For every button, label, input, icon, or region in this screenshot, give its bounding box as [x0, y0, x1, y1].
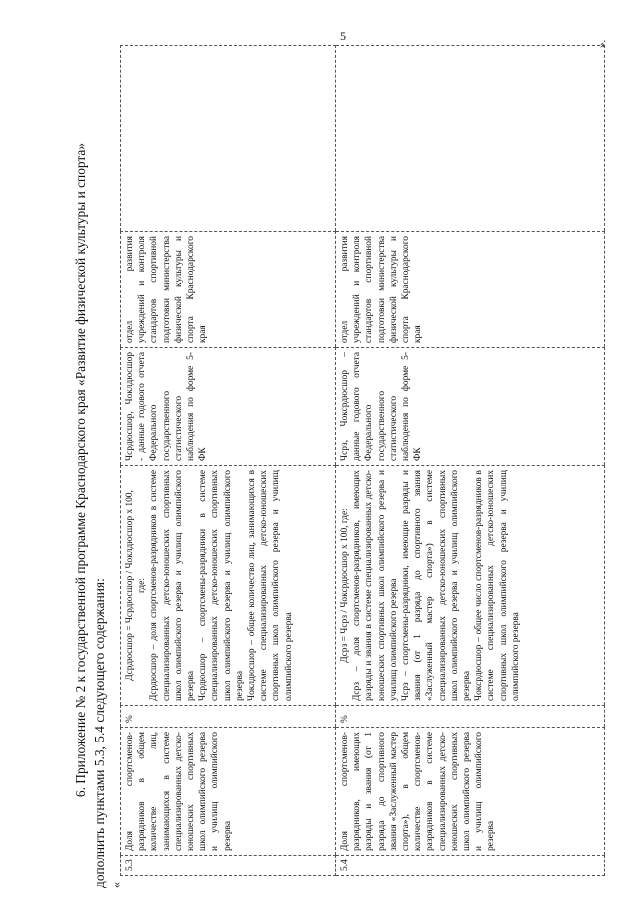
table-row: [121, 46, 336, 876]
definition: Чоксрдюсшор – общее число спортсменов-разрядников в системе специализированных детско-юношеских спортивных школ олимпийского резерва и училищ олимпийского резерва: [474, 470, 521, 701]
definition: Дсрз – доля спортсменов-разрядников, имеющих разряды и звания в системе специализированных детско-юношеских спортивных школ олимпийского резерва и училищ олимпийского резерва: [352, 470, 399, 701]
empty-cell: [336, 46, 605, 232]
empty-cell: [121, 46, 336, 232]
amendment-subheading: дополнить пунктами 5.3, 5.4 следующего содержания:: [92, 578, 107, 888]
responsible-department: отдел развития учреждений и контроля стандартов спортивной подготовки министерства физической культуры и спорта Краснодарского края: [121, 232, 336, 348]
closing-quote-mark: ».: [596, 39, 608, 48]
indicator-name: Доля спортсменов-разрядников, имеющих разряды и звания (от 1 разряда до спортивного звания «Заслуженный мастер спорта»), в общем количестве спортсменов-разрядников в системе специализированных детско-юношеских спортивных школ олимпийского резерва и училищ олимпийского резерва: [336, 728, 605, 856]
data-source: Чсрз, Чоксрдюсшор – данные годового отчета Федерального государственного статистического наблюдения по форме 5-ФК: [336, 348, 605, 466]
row-number: 5.4: [336, 856, 605, 876]
table-row: [336, 46, 605, 876]
page-number: 5: [340, 29, 346, 43]
amendment-heading: 6. Приложение № 2 к государственной программе Краснодарского края «Развитие физической культуры и спорта»: [73, 142, 88, 798]
indicator-table: [120, 45, 605, 876]
formula-where: где:: [137, 578, 148, 593]
calculation-method: [336, 466, 605, 706]
definition: Чоклдюсшор – общее количество лиц, занимающихся в системе специализированных детско-юношеских спортивных школ олимпийского резерва и училищ олимпийского резерва: [247, 470, 294, 701]
data-source: Чсрдюсшор, Чоклдюсшор - данные годового отчета Федерального государственного статистического наблюдения по форме 5-ФК: [121, 348, 336, 466]
responsible-department: отдел развития учреждений и контроля стандартов спортивной подготовки министерства физической культуры и спорта Краснодарского края: [336, 232, 605, 348]
definition: Дсрдюсшор – доля спортсменов-разрядников в системе специализированных детско-юношеских спортивных школ олимпийского резерва и училищ олимпийского резерва: [149, 470, 197, 701]
opening-quote-mark: «: [109, 882, 123, 888]
formula: Дсрдюсшор = Чсрдюсшор / Чоклдюсшор х 100,: [125, 490, 135, 681]
calculation-method: [121, 466, 336, 706]
formula: Дсрз = Чсрз / Чоксрдюсшор х 100, где:: [340, 508, 350, 663]
row-number: 5.3: [121, 856, 336, 876]
rotated-landscape-content: [72, 50, 612, 890]
definition: Чсрдюсшор – спортсмены-разрядники в системе специализированных детско-юношеских спортивных школ олимпийского резерва и училищ олимпийского резерва: [198, 470, 245, 701]
definition: Чсрз – спортсмены-разрядники, имеющие разряды и звания (от 1 разряда до спортивного звания «Заслуженный мастер спорта») в системе специализированных детско-юношеских спортивных школ олимпийского резерва и училищ олимпийского резерва: [401, 470, 473, 701]
unit-of-measure: %: [336, 706, 605, 728]
indicator-name: Доля спортсменов-разрядников в общем количестве лиц, занимающихся в системе специализированных детско-юношеских спортивных школ олимпийского резерва и училищ олимпийского резерва: [121, 728, 336, 856]
unit-of-measure: %: [121, 706, 336, 728]
